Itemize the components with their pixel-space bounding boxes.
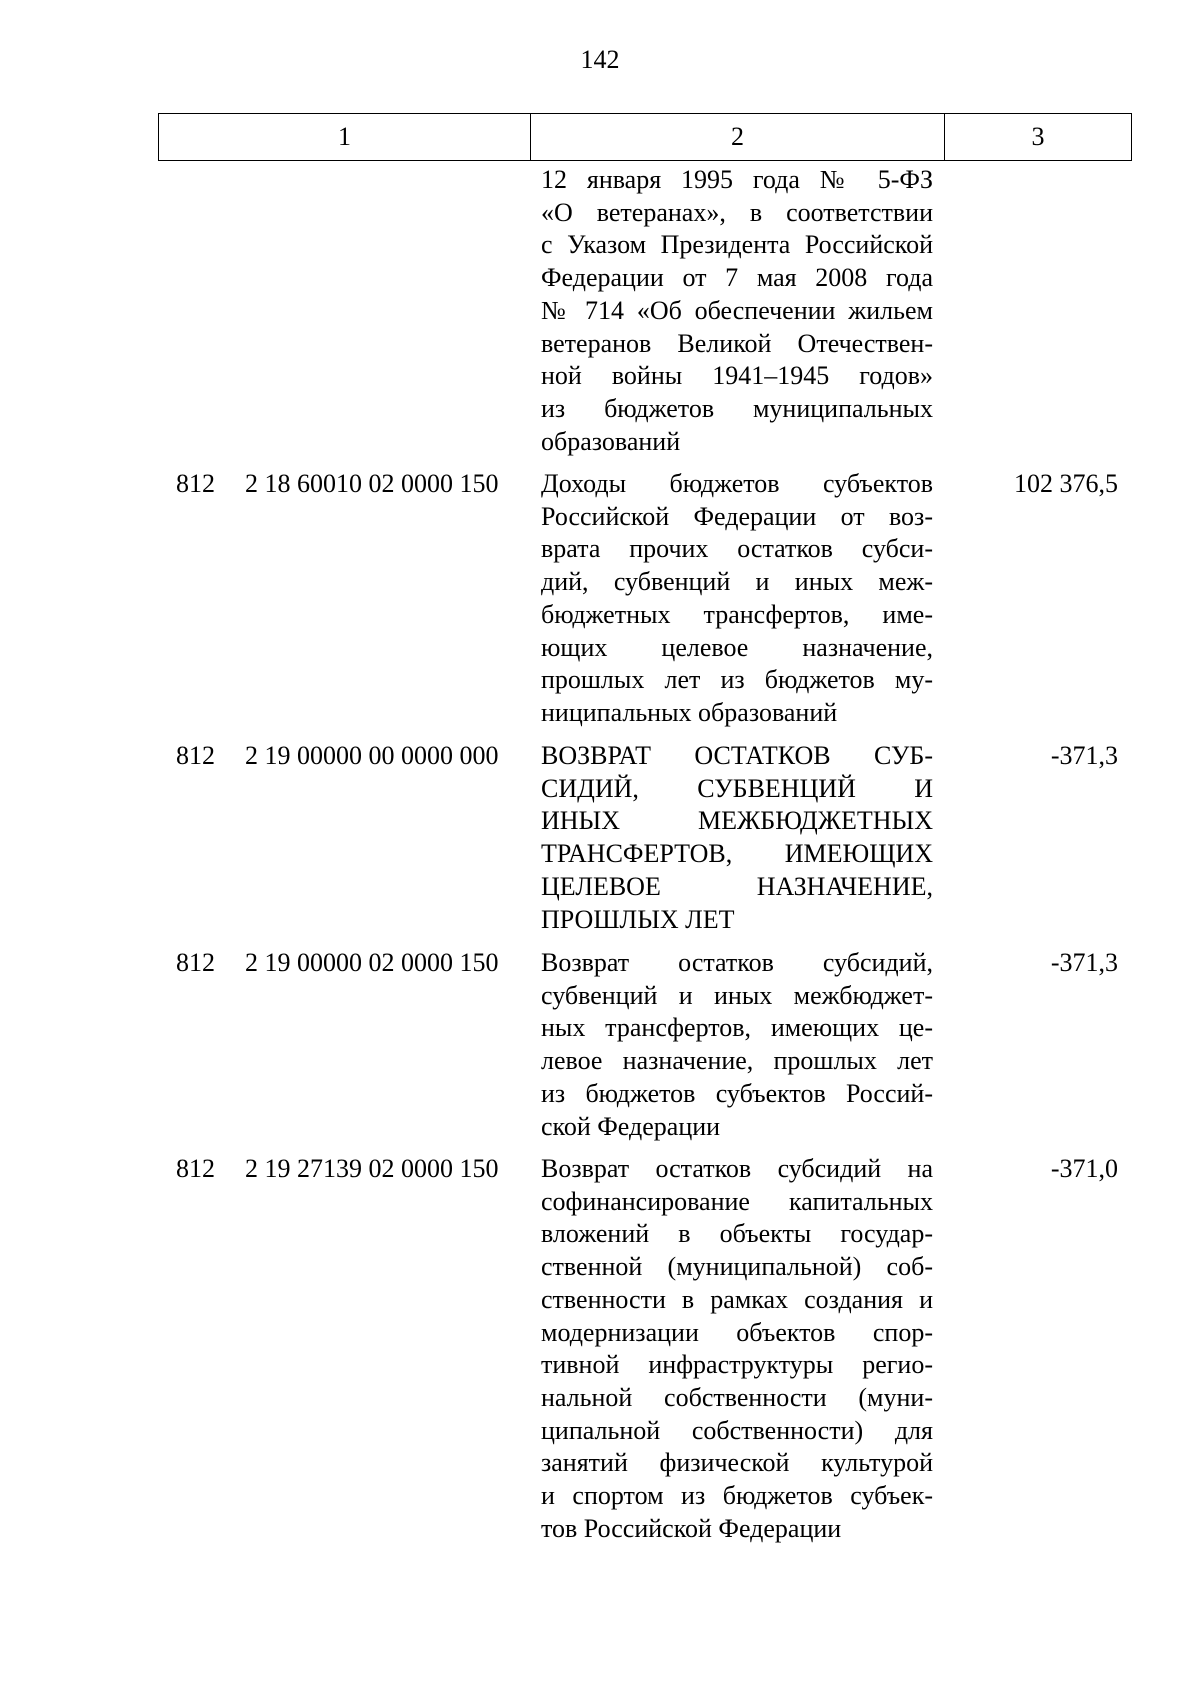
text-line: ственности в рамках создания и <box>541 1284 933 1314</box>
text-line: 12 января 1995 года № 5-ФЗ <box>541 165 933 194</box>
text-line: ющих целевое назначение, <box>541 632 933 662</box>
text-line: врата прочих остатков субси- <box>541 534 933 564</box>
text-line: с Указом Президента Российской <box>541 230 933 260</box>
amount: -371,0 <box>1050 1154 1118 1183</box>
org-code: 812 <box>176 1154 215 1183</box>
text-line: ственной (муниципальной) соб- <box>541 1252 933 1282</box>
text-line: софинансирование капитальных <box>541 1186 933 1216</box>
org-code: 812 <box>176 741 215 770</box>
text-line: ветеранов Великой Отечествен- <box>541 328 933 358</box>
text-line: ниципальных образований <box>541 697 838 727</box>
table-header <box>158 113 1132 161</box>
text-line: модернизации объектов спор- <box>541 1317 933 1347</box>
text-line: ской Федерации <box>541 1111 721 1141</box>
text-line: ной войны 1941–1945 годов» <box>541 361 933 391</box>
text-line: Возврат остатков субсидий на <box>541 1154 933 1183</box>
row-description <box>541 947 933 1143</box>
text-line: ПРОШЛЫХ ЛЕТ <box>541 904 735 934</box>
continuation-text <box>541 164 933 458</box>
text-line: субвенций и иных межбюджет- <box>541 980 933 1010</box>
text-line: прошлых лет из бюджетов му- <box>541 665 933 695</box>
text-line: ципальной собственности) для <box>541 1415 933 1445</box>
text-line: занятий физической культурой <box>541 1448 933 1478</box>
org-code: 812 <box>176 469 215 498</box>
amount: -371,3 <box>1050 741 1118 770</box>
text-line: ИНЫХ МЕЖБЮДЖЕТНЫХ <box>541 806 933 836</box>
text-line: левое назначение, прошлых лет <box>541 1046 933 1076</box>
text-line: Российской Федерации от воз- <box>541 501 933 531</box>
text-line: нальной собственности (муни- <box>541 1382 933 1412</box>
text-line: Возврат остатков субсидий, <box>541 948 933 977</box>
budget-code: 2 19 00000 00 0000 000 <box>245 741 499 770</box>
text-line: СИДИЙ, СУБВЕНЦИЙ И <box>541 773 933 803</box>
header-col-1: 1 <box>159 114 531 160</box>
text-line: вложений в объекты государ- <box>541 1219 933 1249</box>
text-line: ВОЗВРАТ ОСТАТКОВ СУБ- <box>541 741 933 770</box>
org-code: 812 <box>176 948 215 977</box>
text-line: № 714 «Об обеспечении жильем <box>541 295 933 325</box>
text-line: Доходы бюджетов субъектов <box>541 469 933 498</box>
text-line: из бюджетов субъектов Россий- <box>541 1078 933 1108</box>
text-line: ТРАНСФЕРТОВ, ИМЕЮЩИХ <box>541 839 933 869</box>
text-line: «О ветеранах», в соответствии <box>541 197 933 227</box>
text-line: и спортом из бюджетов субъек- <box>541 1481 933 1511</box>
budget-code: 2 19 00000 02 0000 150 <box>245 948 499 977</box>
budget-code: 2 19 27139 02 0000 150 <box>245 1154 499 1183</box>
amount: 102 376,5 <box>1014 469 1118 498</box>
page-number: 142 <box>580 45 620 74</box>
text-line: из бюджетов муниципальных <box>541 393 933 423</box>
text-line: ЦЕЛЕВОЕ НАЗНАЧЕНИЕ, <box>541 871 933 901</box>
text-line: тов Российской Федерации <box>541 1513 842 1543</box>
text-line: бюджетных трансфертов, име- <box>541 599 933 629</box>
amount: -371,3 <box>1050 948 1118 977</box>
header-col-2: 2 <box>531 114 945 160</box>
text-line: дий, субвенций и иных меж- <box>541 567 933 597</box>
text-line: ных трансфертов, имеющих це- <box>541 1013 933 1043</box>
row-description <box>541 740 933 936</box>
row-description <box>541 1153 933 1545</box>
text-line: тивной инфраструктуры регио- <box>541 1350 933 1380</box>
text-line: Федерации от 7 мая 2008 года <box>541 263 933 293</box>
budget-code: 2 18 60010 02 0000 150 <box>245 469 499 498</box>
row-description <box>541 468 933 730</box>
header-col-3: 3 <box>1031 122 1045 151</box>
text-line: образований <box>541 426 681 456</box>
